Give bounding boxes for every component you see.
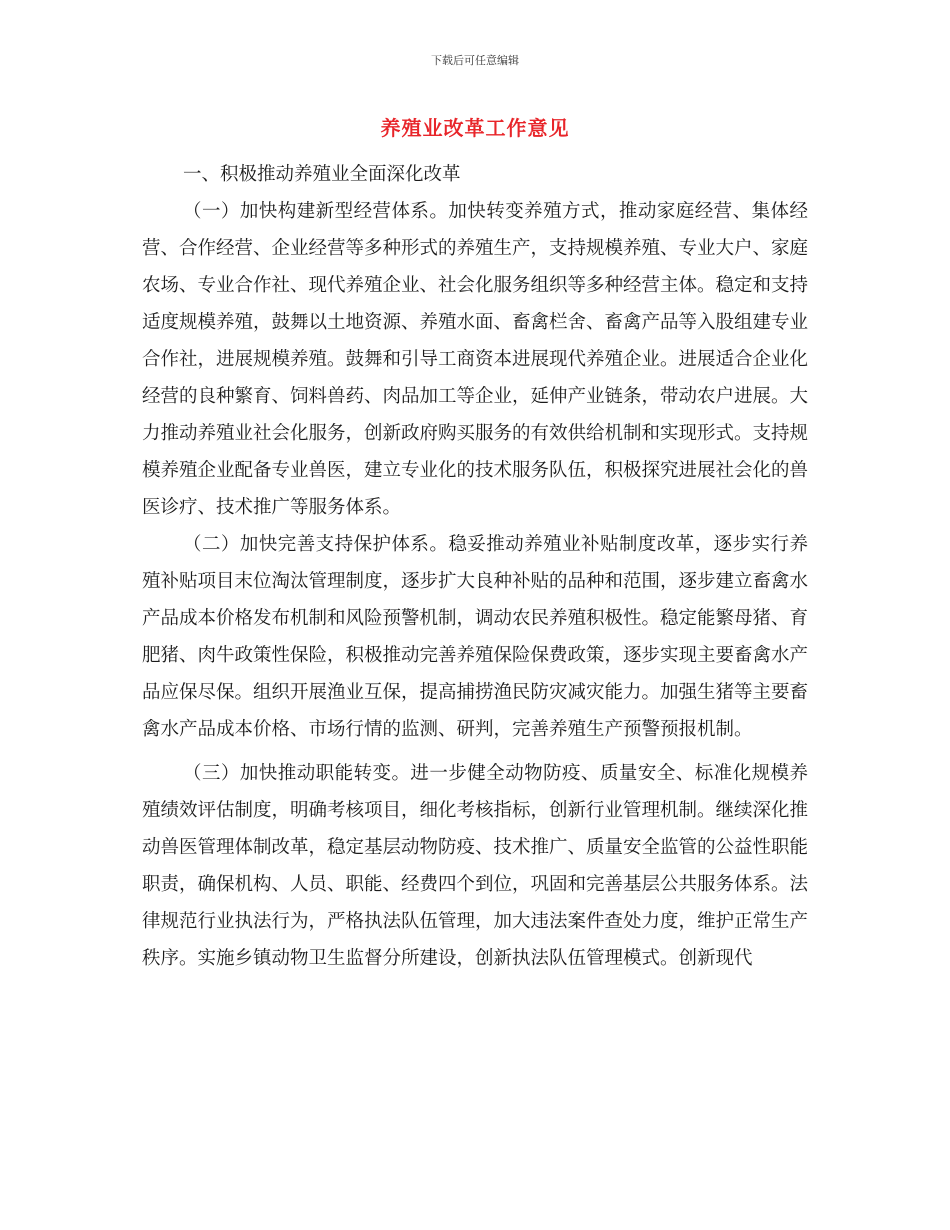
paragraph-1: （一）加快构建新型经营体系。加快转变养殖方式，推动家庭经营、集体经营、合作经营、企业经营等多种形式的养殖生产，支持规模养殖、专业大户、家庭农场、专业合作社、现代养殖企业、社会化服务组织等多种经营主体。稳定和支持适度规模养殖，鼓舞以土地资源、养殖水面、畜禽栏舍、畜禽产品等入股组建专业合作社，进展规模养殖。鼓舞和引导工商资本进展现代养殖企业。进展适合企业化经营的良种繁育、饲料兽药、肉品加工等企业，延伸产业链条，带动农户进展。大力推动养殖业社会化服务，创新政府购买服务的有效供给机制和实现形式。支持规模养殖企业配备专业兽医，建立专业化的技术服务队伍，积极探究进展社会化的兽医诊疗、技术推广等服务体系。: [142, 201, 809, 518]
paragraph-2: （二）加快完善支持保护体系。稳妥推动养殖业补贴制度改革，逐步实行养殖补贴项目末位淘汰管理制度，逐步扩大良种补贴的品种和范围，逐步建立畜禽水产品成本价格发布机制和风险预警机制，调动农民养殖积极性。稳定能繁母猪、育肥猪、肉牛政策性保险，积极推动完善养殖保险保费政策，逐步实现主要畜禽水产品应保尽保。组织开展渔业互保，提高捕捞渔民防灾减灾能力。加强生猪等主要畜禽水产品成本价格、市场行情的监测、研判，完善养殖生产预警预报机制。: [142, 534, 809, 740]
document-body: [142, 156, 808, 977]
page-header-note: 下载后可任意编辑: [431, 54, 519, 67]
paragraph-3: （三）加快推动职能转变。进一步健全动物防疫、质量安全、标准化规模养殖绩效评估制度，明确考核项目，细化考核指标，创新行业管理机制。继续深化推动兽医管理体制改革，稳定基层动物防疫、技术推广、质量安全监管的公益性职能职责，确保机构、人员、职能、经费四个到位，巩固和完善基层公共服务体系。法律规范行业执法行为，严格执法队伍管理，加大违法案件查处力度，维护正常生产秩序。实施乡镇动物卫生监督分所建设，创新执法队伍管理模式。创新现代: [142, 763, 809, 969]
document-title: 养殖业改革工作意见: [380, 116, 570, 140]
section-heading: 一、积极推动养殖业全面深化改革: [183, 164, 461, 185]
